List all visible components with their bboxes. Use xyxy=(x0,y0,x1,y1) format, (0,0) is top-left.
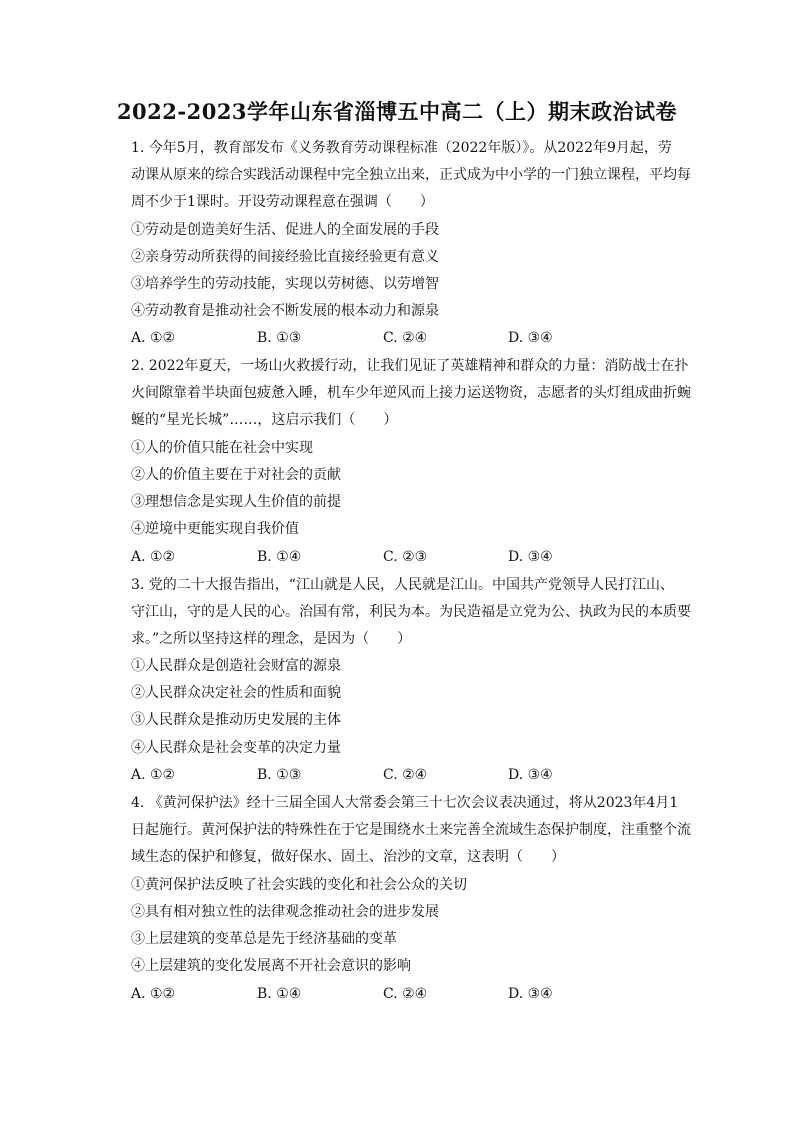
q2-statement-4: ④逆境中更能实现自我价值 xyxy=(131,521,299,537)
q3-option-d[interactable]: D. ③④ xyxy=(508,767,553,783)
q4-stem-line-3: 域生态的保护和修复，做好保水、固土、治沙的文章，这表明（ ） xyxy=(131,849,565,865)
q3-option-a[interactable]: A. ①② xyxy=(131,767,176,783)
q2-options xyxy=(131,548,691,566)
q4-option-b[interactable]: B. ①④ xyxy=(257,986,302,1002)
q1-statement-1: ①劳动是创造美好生活、促进人的全面发展的手段 xyxy=(131,222,439,238)
q1-statement-2: ②亲身劳动所获得的间接经验比直接经验更有意义 xyxy=(131,249,439,265)
q2-option-b[interactable]: B. ①④ xyxy=(257,549,302,565)
q1-option-c[interactable]: C. ②④ xyxy=(383,330,428,346)
q4-option-c[interactable]: C. ②④ xyxy=(383,986,428,1002)
q2-statement-1: ①人的价值只能在社会中实现 xyxy=(131,440,313,456)
q1-options xyxy=(131,329,691,347)
q4-options xyxy=(131,985,691,1003)
q4-statement-1: ①黄河保护法反映了社会实践的变化和社会公众的关切 xyxy=(131,877,467,893)
q4-stem-line-1: 4. 《黄河保护法》经十三届全国人大常委会第三十七次会议表决通过，将从2023年4月1 xyxy=(131,795,679,811)
q2-option-a[interactable]: A. ①② xyxy=(131,549,176,565)
q3-stem-line-1: 3. 党的二十大报告指出，“江山就是人民，人民就是江山。中国共产党领导人民打江山、 xyxy=(131,577,674,593)
q4-option-a[interactable]: A. ①② xyxy=(131,986,176,1002)
q4-statement-4: ④上层建筑的变化发展离不开社会意识的影响 xyxy=(131,958,411,974)
q1-stem-line-3: 周不少于1课时。开设劳动课程意在强调（ ） xyxy=(131,194,434,210)
q2-option-d[interactable]: D. ③④ xyxy=(508,549,553,565)
q3-statement-2: ②人民群众决定社会的性质和面貌 xyxy=(131,685,341,701)
q1-option-a[interactable]: A. ①② xyxy=(131,330,176,346)
q4-stem-line-2: 日起施行。黄河保护法的特殊性在于它是围绕水土来完善全流域生态保护制度，注重整个流 xyxy=(131,822,691,838)
q2-stem-line-2: 火间隙靠着半块面包疲惫入睡，机车少年逆风而上接力运送物资，志愿者的头灯组成曲折蜿 xyxy=(131,385,691,401)
q3-option-c[interactable]: C. ②④ xyxy=(383,767,428,783)
q3-statement-1: ①人民群众是创造社会财富的源泉 xyxy=(131,658,341,674)
q1-stem-line-1: 1. 今年5月，教育部发布《义务教育劳动课程标准（2022年版）》。从2022年9月起，劳 xyxy=(131,140,672,156)
q1-statement-3: ③培养学生的劳动技能，实现以劳树德、以劳增智 xyxy=(131,276,439,292)
q3-stem-line-2: 守江山，守的是人民的心。治国有常，利民为本。为民造福是立党为公、执政为民的本质要 xyxy=(131,604,691,620)
q1-statement-4: ④劳动教育是推动社会不断发展的根本动力和源泉 xyxy=(131,303,439,319)
q2-stem-line-3: 蜒的“星光长城”……，这启示我们（ ） xyxy=(131,412,398,428)
q3-statement-4: ④人民群众是社会变革的决定力量 xyxy=(131,740,341,756)
exam-title: 2022-2023学年山东省淄博五中高二（上）期末政治试卷 xyxy=(116,99,678,124)
q1-option-d[interactable]: D. ③④ xyxy=(508,330,553,346)
q1-option-b[interactable]: B. ①③ xyxy=(257,330,302,346)
q4-statement-2: ②具有相对独立性的法律观念推动社会的进步发展 xyxy=(131,904,439,920)
q2-statement-2: ②人的价值主要在于对社会的贡献 xyxy=(131,467,341,483)
q4-statement-3: ③上层建筑的变革总是先于经济基础的变革 xyxy=(131,931,397,947)
q4-option-d[interactable]: D. ③④ xyxy=(508,986,553,1002)
q3-stem-line-3: 求。”之所以坚持这样的理念，是因为（ ） xyxy=(131,631,412,647)
q3-statement-3: ③人民群众是推动历史发展的主体 xyxy=(131,712,341,728)
q2-option-c[interactable]: C. ②③ xyxy=(383,549,428,565)
q2-stem-line-1: 2. 2022年夏天，一场山火救援行动，让我们见证了英雄精神和群众的力量：消防战士在扑 xyxy=(131,358,689,374)
q3-option-b[interactable]: B. ①③ xyxy=(257,767,302,783)
q3-options xyxy=(131,766,691,784)
q2-statement-3: ③理想信念是实现人生价值的前提 xyxy=(131,494,341,510)
q1-stem-line-2: 动课从原来的综合实践活动课程中完全独立出来，正式成为中小学的一门独立课程，平均每 xyxy=(131,167,691,183)
